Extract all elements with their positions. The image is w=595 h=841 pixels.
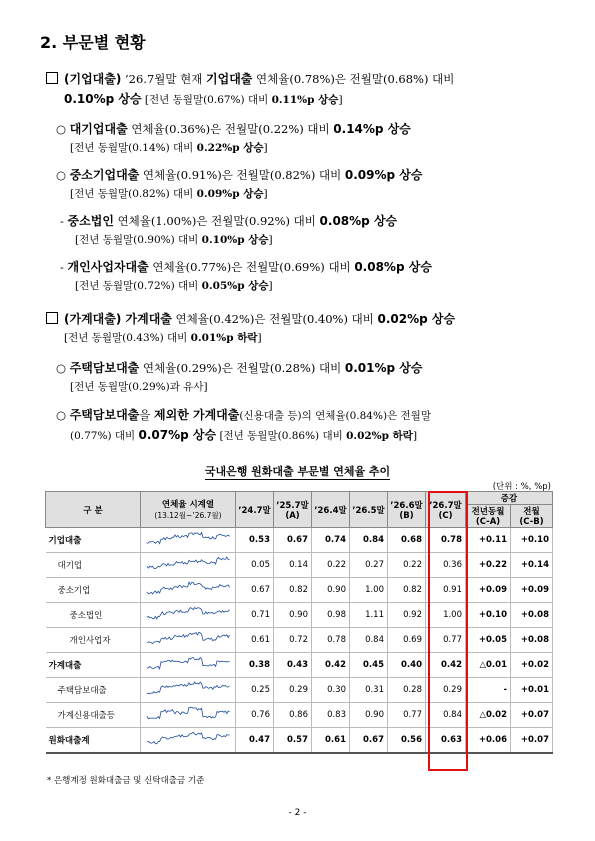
value-cell: 0.05 (236, 553, 274, 578)
page-number: - 2 - (288, 808, 307, 818)
row-label: 중소기업 (46, 578, 141, 603)
value-cell: 0.67 (274, 528, 312, 553)
circle-bullet-icon: ○ (56, 408, 70, 422)
sparkline-chart (145, 705, 231, 723)
value-cell: 0.71 (236, 603, 274, 628)
sparkline-cell (141, 578, 236, 603)
value-cell: 0.40 (388, 653, 426, 678)
value-cell: 0.42 (312, 653, 350, 678)
table-unit: (단위 : %, %p) (492, 482, 551, 492)
value-cell: 0.36 (426, 553, 466, 578)
value-cell: 0.90 (274, 603, 312, 628)
yoy-cell: - (466, 678, 511, 703)
value-cell: 0.63 (426, 728, 466, 754)
household-paragraph: (가계대출) 가계대출 연체율(0.42%)은 전월말(0.40%) 대비 0.02%p 상승 (46, 310, 455, 329)
row-label: 가계신용대출등 (46, 703, 141, 728)
value-cell: 0.84 (350, 628, 388, 653)
value-cell: 0.42 (426, 653, 466, 678)
value-cell: 0.56 (388, 728, 426, 754)
value-cell: 0.92 (388, 603, 426, 628)
corp-paragraph-line2: 0.10%p 상승 [전년 동월말(0.67%) 대비 0.11%p 상승] (64, 92, 343, 106)
sparkline-line (147, 632, 230, 643)
sparkline-cell (141, 678, 236, 703)
mom-cell: +0.01 (511, 678, 553, 703)
sparkline-cell (141, 628, 236, 653)
mom-cell: +0.10 (511, 528, 553, 553)
household-prev: [전년 동월말(0.43%) 대비 0.01%p 하락] (64, 332, 262, 344)
value-cell: 0.90 (350, 703, 388, 728)
row-label: 주택담보대출 (46, 678, 141, 703)
sparkline-cell (141, 728, 236, 754)
circle-bullet-icon: ○ (56, 122, 70, 136)
table-row (46, 628, 553, 653)
yoy-cell: +0.06 (466, 728, 511, 754)
large-corp-prev: [전년 동월말(0.14%) 대비 0.22%p 상승] (70, 142, 268, 154)
col-header-period: ’26.5말 (350, 492, 388, 528)
value-cell: 0.91 (426, 578, 466, 603)
table-row (46, 553, 553, 578)
value-cell: 0.74 (312, 528, 350, 553)
value-cell: 0.78 (426, 528, 466, 553)
footnote: * 은행계정 원화대출금 및 신탁대출금 기준 (47, 776, 205, 786)
sparkline-chart (145, 680, 231, 698)
value-cell: 0.22 (312, 553, 350, 578)
indiv-biz-item: - 개인사업자대출 연체율(0.77%)은 전월말(0.69%) 대비 0.08%p 상승 (60, 260, 432, 274)
value-cell: 0.28 (388, 678, 426, 703)
sparkline-chart (145, 530, 231, 548)
value-cell: 0.69 (388, 628, 426, 653)
table-row (46, 578, 553, 603)
mortgage-item: ○ 주택담보대출 연체율(0.29%)은 전월말(0.28%) 대비 0.01%p 상승 (56, 361, 423, 375)
value-cell: 0.82 (274, 578, 312, 603)
value-cell: 0.61 (312, 728, 350, 754)
sme-corp-item: - 중소법인 연체율(1.00%)은 전월말(0.92%) 대비 0.08%p 상승 (60, 214, 398, 228)
value-cell: 0.78 (312, 628, 350, 653)
col-header-period: ’26.7말 (C) (426, 492, 466, 528)
sparkline-cell (141, 528, 236, 553)
table-row (46, 528, 553, 553)
sparkline-chart (145, 730, 231, 748)
sparkline-cell (141, 553, 236, 578)
value-cell: 0.76 (236, 703, 274, 728)
table-row (46, 653, 553, 678)
sparkline-line (147, 682, 230, 694)
circle-bullet-icon: ○ (56, 361, 70, 375)
sparkline-line (147, 557, 230, 569)
value-cell: 0.27 (350, 553, 388, 578)
sparkline-chart (145, 655, 231, 673)
row-label: 가계대출 (46, 653, 141, 678)
table-title: 국내은행 원화대출 부문별 연체율 추이 (204, 465, 391, 478)
circle-bullet-icon: ○ (56, 168, 70, 182)
value-cell: 0.68 (388, 528, 426, 553)
dash-bullet-icon: - (60, 214, 68, 228)
value-cell: 0.67 (350, 728, 388, 754)
section-title: 2. 부문별 현황 (40, 33, 146, 52)
value-cell: 0.22 (388, 553, 426, 578)
row-label: 기업대출 (46, 528, 141, 553)
sparkline-line (147, 532, 230, 543)
table-row (46, 703, 553, 728)
delinquency-table (45, 491, 553, 754)
sparkline-chart (145, 605, 231, 623)
square-bullet-icon (46, 312, 58, 324)
table-row (46, 678, 553, 703)
col-header-period: ’26.6말 (B) (388, 492, 426, 528)
value-cell: 0.45 (350, 653, 388, 678)
value-cell: 0.83 (312, 703, 350, 728)
sparkline-chart (145, 555, 231, 573)
value-cell: 0.72 (274, 628, 312, 653)
yoy-cell: △0.02 (466, 703, 511, 728)
value-cell: 0.53 (236, 528, 274, 553)
sparkline-chart (145, 630, 231, 648)
col-header-gubun: 구 분 (46, 492, 141, 528)
value-cell: 0.29 (274, 678, 312, 703)
sparkline-line (147, 732, 230, 744)
value-cell: 0.29 (426, 678, 466, 703)
sparkline-line (147, 707, 230, 719)
value-cell: 1.00 (426, 603, 466, 628)
value-cell: 0.98 (312, 603, 350, 628)
value-cell: 0.31 (350, 678, 388, 703)
yoy-cell: +0.22 (466, 553, 511, 578)
indiv-biz-prev: [전년 동월말(0.72%) 대비 0.05%p 상승] (75, 280, 273, 292)
dash-bullet-icon: - (60, 260, 68, 274)
value-cell: 0.43 (274, 653, 312, 678)
sme-prev: [전년 동월말(0.82%) 대비 0.09%p 상승] (70, 188, 268, 200)
value-cell: 0.14 (274, 553, 312, 578)
value-cell: 0.57 (274, 728, 312, 754)
value-cell: 0.61 (236, 628, 274, 653)
mom-cell: +0.08 (511, 603, 553, 628)
value-cell: 0.86 (274, 703, 312, 728)
col-header-series: 연체율 시계열 (13.12월~’26.7월) (141, 492, 236, 528)
yoy-cell: +0.05 (466, 628, 511, 653)
col-header-period: ’26.4말 (312, 492, 350, 528)
value-cell: 0.77 (426, 628, 466, 653)
col-header-mom: 전월 (C-B) (511, 505, 553, 528)
value-cell: 1.11 (350, 603, 388, 628)
row-label: 개인사업자 (46, 628, 141, 653)
mom-cell: +0.08 (511, 628, 553, 653)
value-cell: 0.82 (388, 578, 426, 603)
value-cell: 0.84 (350, 528, 388, 553)
table-row (46, 728, 553, 754)
value-cell: 0.77 (388, 703, 426, 728)
corp-paragraph: (기업대출) ’26.7월말 현재 기업대출 연체율(0.78%)은 전월말(0.68%) 대비 (46, 70, 454, 89)
value-cell: 0.84 (426, 703, 466, 728)
sparkline-line (147, 657, 230, 669)
mom-cell: +0.14 (511, 553, 553, 578)
mom-cell: +0.07 (511, 703, 553, 728)
yoy-cell: +0.09 (466, 578, 511, 603)
value-cell: 1.00 (350, 578, 388, 603)
yoy-cell: +0.10 (466, 603, 511, 628)
mom-cell: +0.07 (511, 728, 553, 754)
col-header-period: ’25.7말 (A) (274, 492, 312, 528)
value-cell: 0.25 (236, 678, 274, 703)
sparkline-cell (141, 653, 236, 678)
large-corp-item: ○ 대기업대출 연체율(0.36%)은 전월말(0.22%) 대비 0.14%p 상승 (56, 122, 411, 136)
sme-corp-prev: [전년 동월말(0.90%) 대비 0.10%p 상승] (75, 234, 273, 246)
sparkline-cell (141, 703, 236, 728)
yoy-cell: △0.01 (466, 653, 511, 678)
non-mortgage-line2: (0.77%) 대비 0.07%p 상승 [전년 동월말(0.86%) 대비 0.02%p 하락] (70, 428, 418, 442)
value-cell: 0.67 (236, 578, 274, 603)
sparkline-line (147, 607, 230, 618)
value-cell: 0.30 (312, 678, 350, 703)
square-bullet-icon (46, 72, 58, 84)
value-cell: 0.38 (236, 653, 274, 678)
value-cell: 0.90 (312, 578, 350, 603)
value-cell: 0.47 (236, 728, 274, 754)
sparkline-chart (145, 580, 231, 598)
non-mortgage-item: ○ 주택담보대출을 제외한 가계대출(신용대출 등)의 연체율(0.84%)은 전월말 (56, 408, 431, 422)
col-header-period: ’24.7말 (236, 492, 274, 528)
sparkline-line (147, 582, 230, 594)
sme-item: ○ 중소기업대출 연체율(0.91%)은 전월말(0.82%) 대비 0.09%p 상승 (56, 168, 423, 182)
yoy-cell: +0.11 (466, 528, 511, 553)
row-label: 원화대출계 (46, 728, 141, 754)
mortgage-prev: [전년 동월말(0.29%)과 유사] (70, 381, 208, 393)
row-label: 중소법인 (46, 603, 141, 628)
mom-cell: +0.02 (511, 653, 553, 678)
row-label: 대기업 (46, 553, 141, 578)
table-row (46, 603, 553, 628)
col-header-yoy: 전년동월 (C-A) (466, 505, 511, 528)
sparkline-cell (141, 603, 236, 628)
col-header-change: 증감 (466, 492, 553, 505)
current-month-highlight (428, 491, 468, 771)
mom-cell: +0.09 (511, 578, 553, 603)
